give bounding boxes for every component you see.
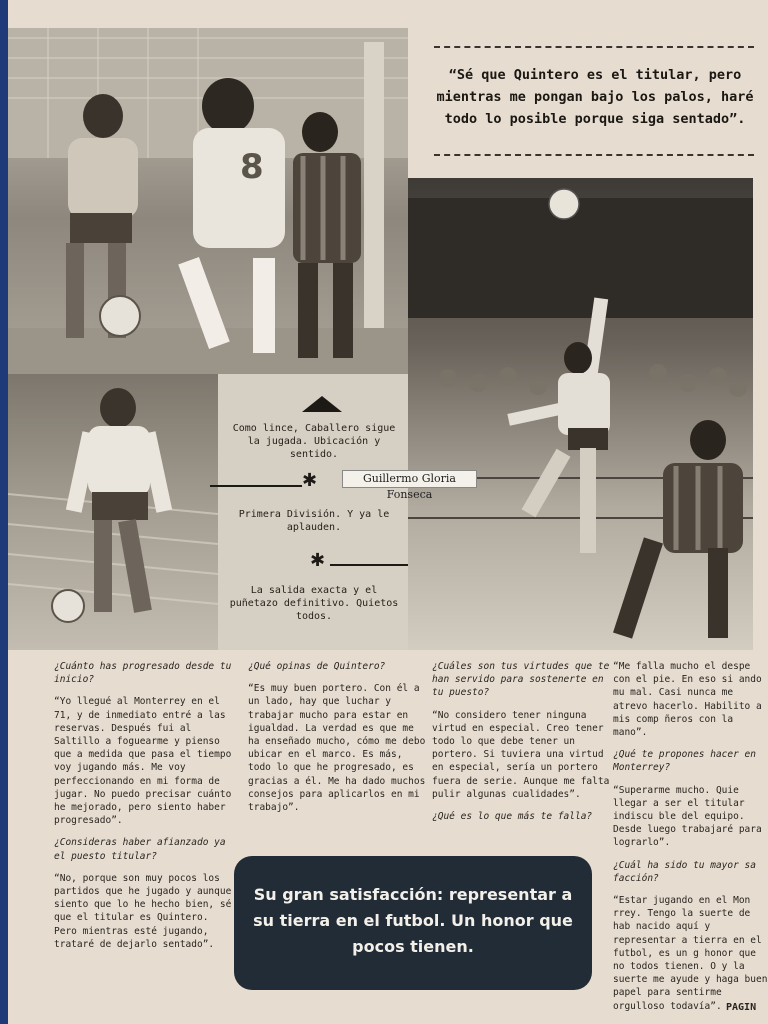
pull-quote <box>418 40 763 165</box>
interview-question: ¿Consideras haber afianzado ya el puesto titular? <box>54 837 226 862</box>
pull-quote-text: “Sé que Quintero es el titular, pero mientras me pongan bajo los palos, haré todo lo posible porque siga sentado”. <box>436 67 754 127</box>
caption-pointer-line <box>330 564 408 566</box>
article-column-4 <box>613 660 768 1022</box>
page-number-label: PAGIN <box>726 1002 757 1013</box>
jersey-number: 8 <box>240 147 264 187</box>
caption-middle: Primera División. Y ya le aplauden. <box>238 509 390 533</box>
interview-answer: “Superarme mucho. Quie llegar a ser el titular indiscu ble del equipo. Desde luego trabajaré para lograrlo”. <box>613 784 762 849</box>
photo-credit-label: Guillermo Gloria Fonseca <box>342 470 477 488</box>
photo-goalkeeper-stance <box>8 374 218 650</box>
triangle-marker-icon <box>302 396 342 412</box>
interview-question: ¿Cuáles son tus virtudes que te han servido para sostenerte en tu puesto? <box>432 661 610 699</box>
caption-panel <box>218 374 408 650</box>
highlight-banner: Su gran satisfacción: representar a su tierra en el futbol. Un honor que pocos tienen. <box>234 856 592 990</box>
asterisk-marker-icon: ✱ <box>302 470 318 491</box>
interview-answer: “Es muy buen portero. Con él a un lado, hay que luchar y trabajar mucho para estar en igualdad. La verdad es que me ha enseñado mucho, cómo me debo ubicar en el marco. Es más, todo lo que he progresado, es gracias a él. Me ha dado muchos consejos para aplicarlos en mi trabajo”. <box>248 683 426 814</box>
interview-question: ¿Qué es lo que más te falla? <box>432 811 593 823</box>
article-column-1 <box>54 660 234 960</box>
quote-divider-bottom <box>434 154 754 156</box>
asterisk-marker-icon: ✱ <box>310 550 326 571</box>
interview-answer: “No considero tener ninguna virtud en especial. Creo tener todo lo que debe tener un portero. Si tuviera una virtud en especial, sería un portero fuera de serie. Aunque me falta pulir algunas cualidades”. <box>432 709 610 800</box>
interview-question: ¿Qué opinas de Quintero? <box>248 661 386 672</box>
interview-answer: “No, porque son muy pocos los partidos que he jugado y aunque siento que lo he hecho bien, sé que el titular es Quintero. Pero mientras esté jugando, trataré de dejarlo sentado”. <box>54 872 232 950</box>
interview-question: ¿Cuánto has progresado desde tu inicio? <box>54 661 232 686</box>
photo-goalkeeper-dive <box>8 28 408 374</box>
photo-goalkeeper-punch <box>408 178 753 650</box>
article-column-2 <box>248 660 428 823</box>
quote-divider-top <box>434 46 754 48</box>
interview-answer: “Yo llegué al Monterrey en el 71, y de inmediato entré a las reservas. Después fui al Saltillo a foguearme y pienso que a medida que pasa el tiempo voy jugando más. Me voy perfeccionando en mi forma de jugar. No puedo precisar cuánto he mejorado, pero siento haber progresado”. <box>54 696 232 827</box>
interview-answer: “Me falla mucho el despe con el pie. En eso si ando mu mal. Casi nunca me atrevo hacerlo. Habilito a mis comp ñeros con la mano”. <box>613 661 762 739</box>
magazine-page <box>8 0 768 1024</box>
interview-question: ¿Qué te propones hacer en Monterrey? <box>613 749 756 774</box>
interview-answer: “Estar jugando en el Mon rrey. Tengo la suerte de hab nacido aquí y representar a tierra en el futbol, es un g honor que no todos tienen. O y la suerte me ayude y haga buen papel para sentirme orgulloso todavía”. <box>613 895 768 1012</box>
article-column-3 <box>432 660 612 832</box>
caption-top: Como lince, Caballero sigue la jugada. Ubicación y sentido. <box>232 423 396 460</box>
interview-question: ¿Cuál ha sido tu mayor sa facción? <box>613 859 756 884</box>
caption-pointer-line <box>210 485 302 487</box>
caption-bottom: La salida exacta y el puñetazo definitivo. Quietos todos. <box>229 585 399 622</box>
